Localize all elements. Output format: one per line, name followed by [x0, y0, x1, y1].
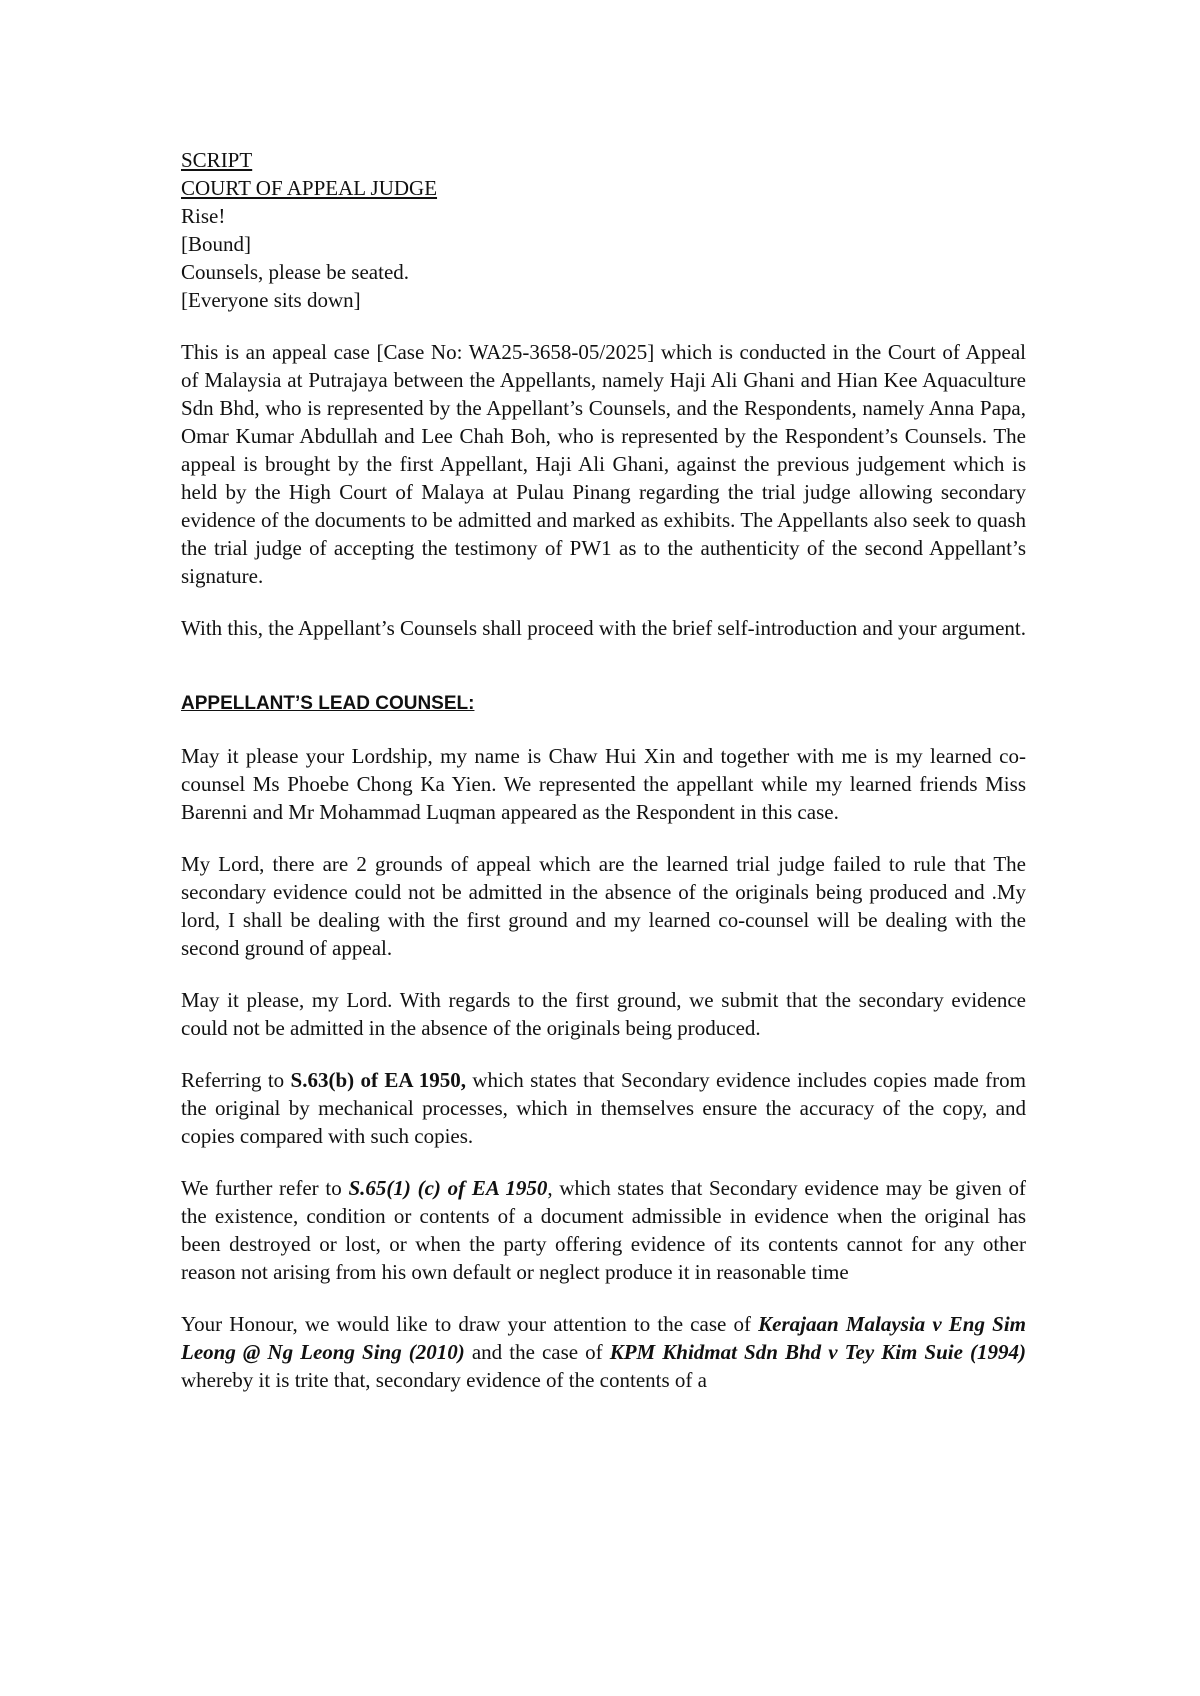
case-pre: Your Honour, we would like to draw your attention to the case of [181, 1312, 759, 1336]
script-line: Rise! [181, 204, 226, 228]
s65-post: , which states that Secondary evidence may be given of the existence, condition or contents of a document admissible in evidence when the original has been destroyed or lost, or when the party offering evidence of its contents cannot for any other reason not arising from his own default or neglect produce it in reasonable time [181, 1176, 1026, 1284]
document-body [181, 146, 1026, 1394]
script-line: Counsels, please be seated. [181, 260, 410, 284]
first-ground-paragraph: May it please, my Lord. With regards to the first ground, we submit that the secondary evidence could not be admitted in the absence of the originals being produced. [181, 988, 1026, 1040]
script-title: SCRIPT [181, 148, 253, 172]
judge-heading: COURT OF APPEAL JUDGE [181, 176, 438, 200]
intro-paragraph: This is an appeal case [Case No: WA25-3658-05/2025] which is conducted in the Court of Appeal of Malaysia at Putrajaya between the Appellants, namely Haji Ali Ghani and Hian Kee Aquaculture Sdn Bhd, who is represented by the Appellant’s Counsels, and the Respondents, namely Anna Papa, Omar Kumar Abdullah and Lee Chah Boh, who is represented by the Respondent’s Counsels. The appeal is brought by the first Appellant, Haji Ali Ghani, against the previous judgement which is held by the High Court of Malaya at Pulau Pinang regarding the trial judge allowing secondary evidence of the documents to be admitted and marked as exhibits. The Appellants also seek to quash the trial judge of accepting the testimony of PW1 as to the authenticity of the second Appellant’s signature. [181, 340, 1026, 588]
case-post: whereby it is trite that, secondary evidence of the contents of a [181, 1368, 707, 1392]
counsel-heading: APPELLANT’S LEAD COUNSEL: [181, 693, 475, 714]
case-reference-1: Kerajaan Malaysia v Eng Sim Leong @ Ng Leong Sing (2010) [181, 1312, 1026, 1364]
counsel-intro-paragraph: May it please your Lordship, my name is Chaw Hui Xin and together with me is my learned co-counsel Ms Phoebe Chong Ka Yien. We represented the appellant while my learned friends Miss Barenni and Mr Mohammad Luqman appeared as the Respondent in this case. [181, 744, 1026, 824]
case-reference-2: KPM Khidmat Sdn Bhd v Tey Kim Suie (1994) [609, 1340, 1026, 1364]
case-law-paragraph [181, 1310, 1026, 1394]
s63-paragraph [181, 1066, 1026, 1150]
s65-pre: We further refer to [181, 1176, 349, 1200]
s65-paragraph [181, 1174, 1026, 1286]
script-line: [Bound] [181, 232, 251, 256]
case-mid: and the case of [464, 1340, 610, 1364]
proceed-paragraph: With this, the Appellant’s Counsels shall proceed with the brief self-introduction and your argument. [181, 616, 1027, 640]
grounds-paragraph: My Lord, there are 2 grounds of appeal which are the learned trial judge failed to rule that The secondary evidence could not be admitted in the absence of the originals being produced and .My lord, I shall be dealing with the first ground and my learned co-counsel will be dealing with the second ground of appeal. [181, 852, 1026, 960]
script-line: [Everyone sits down] [181, 288, 361, 312]
s63-post: which states that Secondary evidence includes copies made from the original by mechanical processes, which in themselves ensure the accuracy of the copy, and copies compared with such copies. [181, 1068, 1026, 1148]
s63-reference: S.63(b) of EA 1950, [290, 1068, 467, 1092]
s65-reference: S.65(1) (c) of EA 1950 [348, 1176, 548, 1200]
s63-pre: Referring to [181, 1068, 291, 1092]
